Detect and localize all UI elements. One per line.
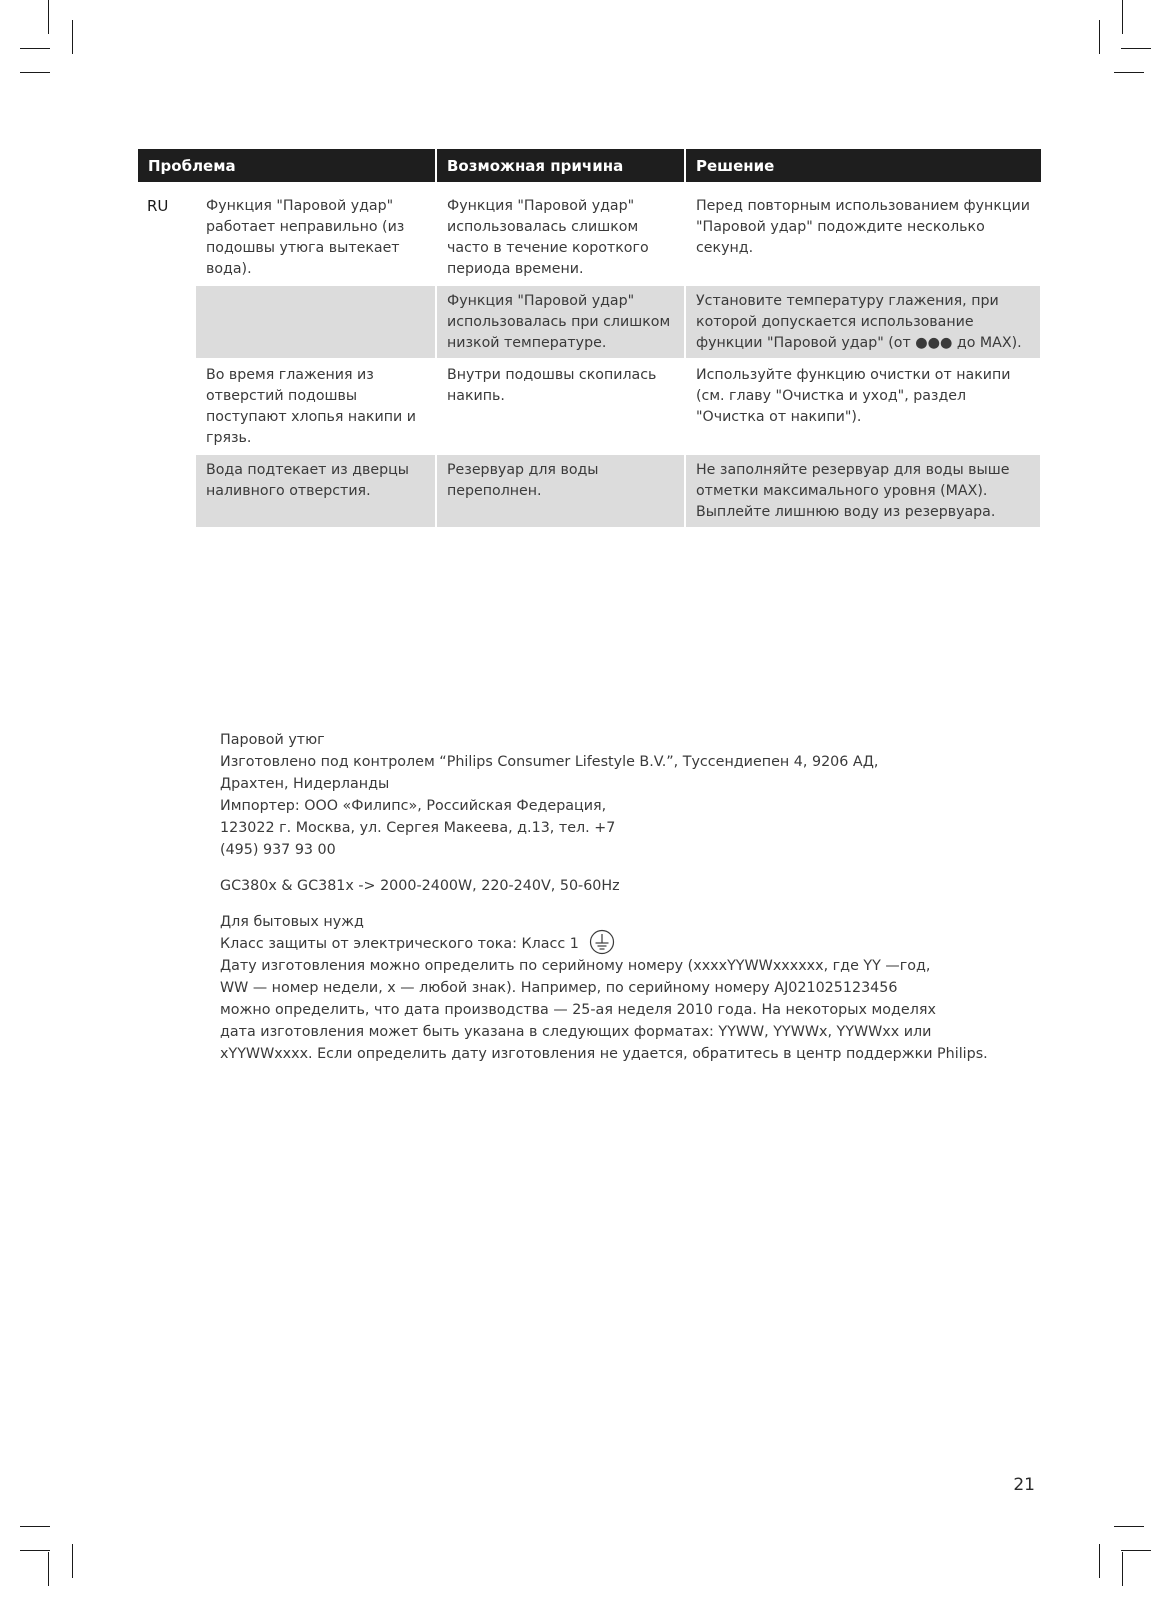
crop-mark xyxy=(1099,1544,1100,1578)
spec-line: GC380x & GC381x -> 2000-2400W, 220-240V, 50-60Hz xyxy=(220,878,620,894)
crop-mark xyxy=(20,72,50,73)
info-line: 123022 г. Москва, ул. Сергея Макеева, д.13, тел. +7 xyxy=(220,820,616,836)
problem-cell: Вода подтекает из дверцы наливного отверстия. xyxy=(195,454,436,527)
language-code: RU xyxy=(138,183,195,527)
header-problem: Проблема xyxy=(138,149,436,183)
info-line: xYYWWxxxx. Если определить дату изготовления не удается, обратитесь в центр поддержки Philips. xyxy=(220,1046,988,1062)
crop-mark xyxy=(72,1544,73,1578)
cause-cell: Внутри подошвы скопилась накипь. xyxy=(436,359,685,454)
crop-mark xyxy=(48,1552,49,1586)
cause-cell: Функция "Паровой удар" использовалась слишком часто в течение короткого периода времени. xyxy=(436,183,685,285)
header-solution: Решение xyxy=(685,149,1041,183)
solution-cell: Установите температуру глажения, при которой допускается использование функции "Паровой удар" (от ●●● до MAX). xyxy=(685,285,1041,359)
crop-mark xyxy=(1114,1526,1144,1527)
protection-class-line xyxy=(220,933,1000,955)
table-row xyxy=(138,454,1041,527)
table-row xyxy=(138,359,1041,454)
solution-cell: Не заполняйте резервуар для воды выше отметки максимального уровня (MAX). Выплейте лишнюю воду из резервуара. xyxy=(685,454,1041,527)
problem-cell: Функция "Паровой удар" работает неправильно (из подошвы утюга вытекает вода). xyxy=(195,183,436,285)
crop-mark xyxy=(72,20,73,54)
crop-mark xyxy=(1122,0,1123,34)
problem-cell xyxy=(195,285,436,359)
header-cause: Возможная причина xyxy=(436,149,685,183)
info-line: Драхтен, Нидерланды xyxy=(220,776,390,792)
cause-cell: Функция "Паровой удар" использовалась при слишком низкой температуре. xyxy=(436,285,685,359)
troubleshooting-table xyxy=(138,149,1042,527)
household-line: Для бытовых нужд xyxy=(220,914,364,930)
page-number: 21 xyxy=(1013,1475,1035,1495)
crop-mark xyxy=(20,1550,50,1551)
crop-mark xyxy=(48,0,49,34)
crop-mark xyxy=(1121,1550,1151,1551)
info-line: (495) 937 93 00 xyxy=(220,842,336,858)
problem-cell: Во время глажения из отверстий подошвы поступают хлопья накипи и грязь. xyxy=(195,359,436,454)
table-header-row xyxy=(138,149,1041,183)
info-line: Изготовлено под контролем “Philips Consumer Lifestyle B.V.”, Туссендиепен 4, 9206 АД, xyxy=(220,754,879,770)
info-line: Дату изготовления можно определить по серийному номеру (xxxxYYWWxxxxxx, где YY —год, xyxy=(220,958,931,974)
crop-mark xyxy=(1122,1552,1123,1586)
info-line: можно определить, что дата производства — 25-ая неделя 2010 года. На некоторых моделях xyxy=(220,1002,936,1018)
solution-cell: Перед повторным использованием функции "Паровой удар" подождите несколько секунд. xyxy=(685,183,1041,285)
protection-class-text: Класс защиты от электрического тока: Класс 1 xyxy=(220,936,579,952)
earth-ground-icon xyxy=(589,929,615,955)
table-row xyxy=(138,183,1041,285)
crop-mark xyxy=(20,48,50,49)
crop-mark xyxy=(1114,72,1144,73)
info-line: Паровой утюг xyxy=(220,732,325,748)
info-line: Импортер: ООО «Филипс», Российская Федерация, xyxy=(220,798,607,814)
crop-mark xyxy=(20,1526,50,1527)
info-line: WW — номер недели, x — любой знак). Например, по серийному номеру AJ021025123456 xyxy=(220,980,898,996)
info-line: дата изготовления может быть указана в следующих форматах: YYWW, YYWWx, YYWWxx или xyxy=(220,1024,932,1040)
table-row xyxy=(138,285,1041,359)
crop-mark xyxy=(1121,48,1151,49)
cause-cell: Резервуар для воды переполнен. xyxy=(436,454,685,527)
crop-mark xyxy=(1099,20,1100,54)
product-info xyxy=(220,729,1000,1065)
solution-cell: Используйте функцию очистки от накипи (см. главу "Очистка и уход", раздел "Очистка от накипи"). xyxy=(685,359,1041,454)
